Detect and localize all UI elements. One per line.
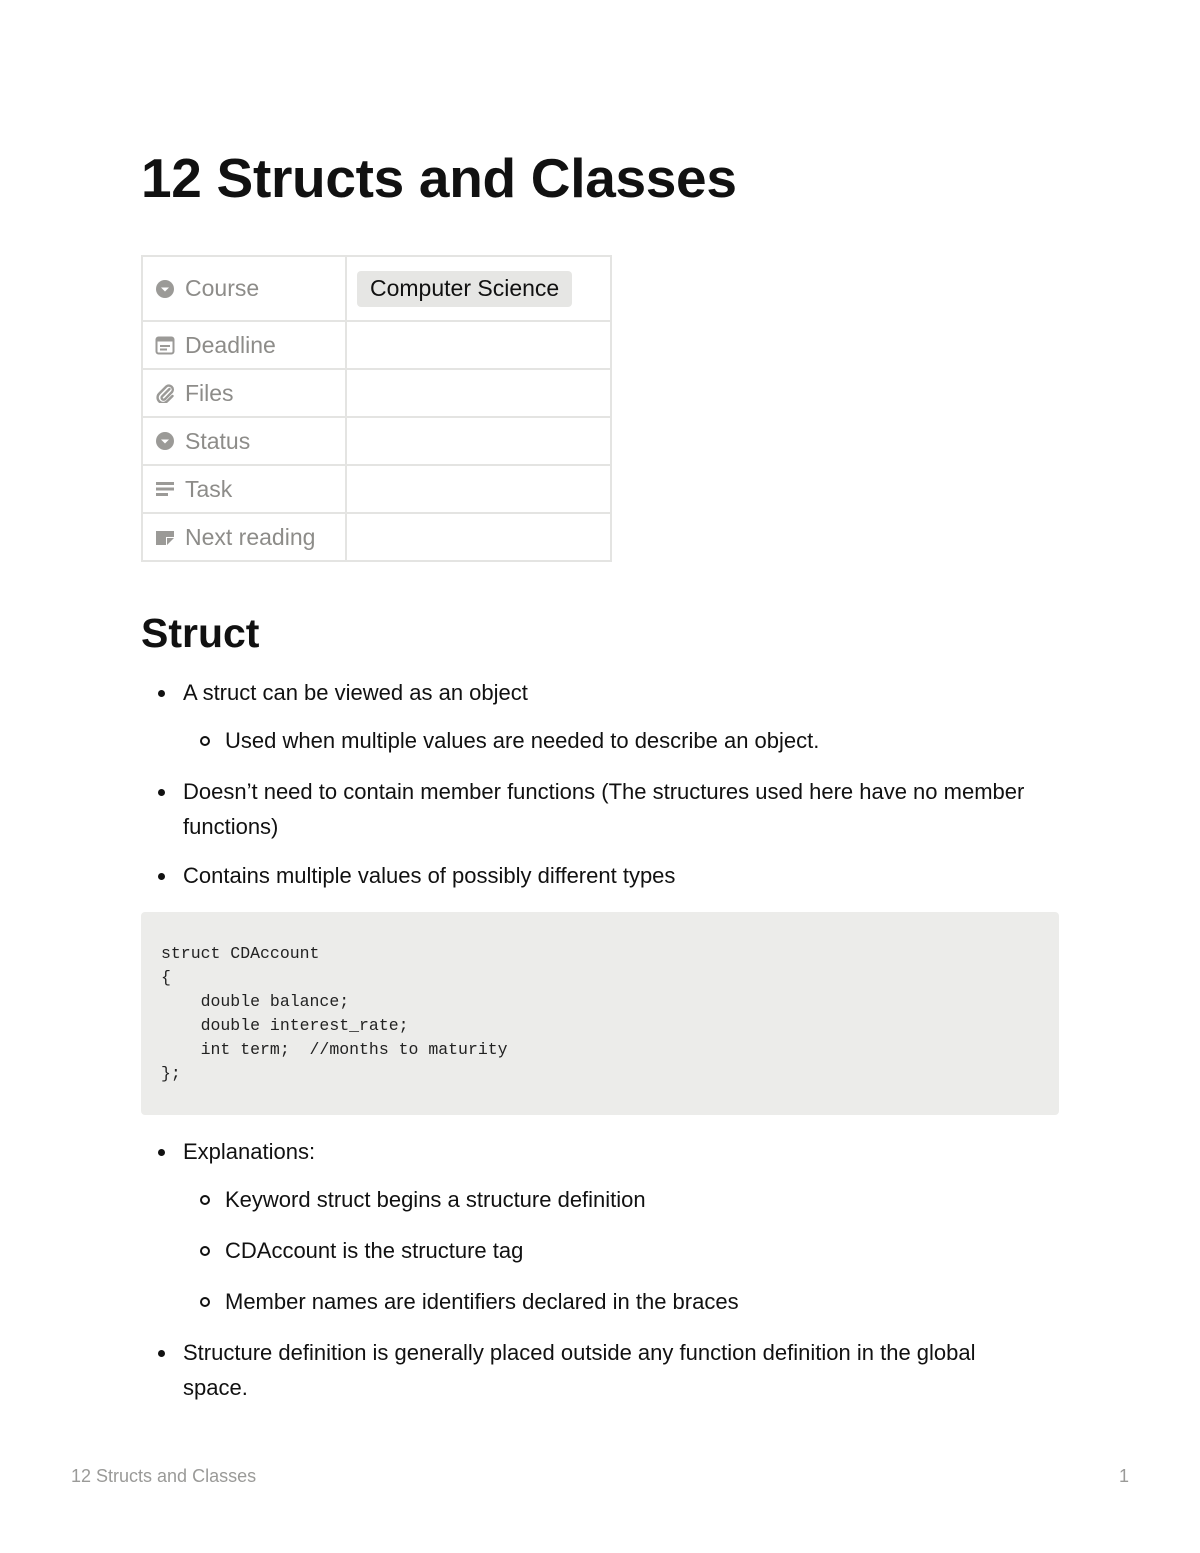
property-label: Status (185, 427, 251, 454)
list-item-text: Explanations: (183, 1139, 316, 1164)
sub-list (183, 1182, 1041, 1319)
page-number: 1 (1118, 1466, 1129, 1486)
select-icon (155, 279, 175, 299)
footer-title: 12 Structs and Classes (71, 1466, 257, 1486)
property-row-task (142, 465, 611, 513)
property-key (142, 321, 346, 369)
property-value[interactable] (346, 256, 611, 321)
property-value[interactable] (346, 369, 611, 417)
bullet-list (141, 675, 1041, 907)
sub-list-item: Member names are identifiers declared in the braces (183, 1284, 1041, 1319)
property-row-files (142, 369, 611, 417)
property-row-next-reading (142, 513, 611, 561)
calendar-icon (155, 335, 175, 355)
property-label: Files (185, 379, 234, 406)
property-row-status (142, 417, 611, 465)
page-title: 12 Structs and Classes (141, 147, 737, 209)
list-item (141, 675, 1041, 758)
property-row-deadline (142, 321, 611, 369)
property-value[interactable] (346, 465, 611, 513)
paperclip-icon (155, 383, 175, 403)
bullet-list (141, 1134, 1041, 1419)
property-key (142, 369, 346, 417)
property-value[interactable] (346, 513, 611, 561)
property-key (142, 417, 346, 465)
sub-list-item: CDAccount is the structure tag (183, 1233, 1041, 1268)
list-item (141, 858, 1041, 893)
property-label: Next reading (185, 523, 316, 550)
property-label: Course (185, 275, 260, 301)
property-key (142, 513, 346, 561)
sub-list-item: Used when multiple values are needed to describe an object. (183, 723, 1041, 758)
list-item-text: Doesn’t need to contain member functions (The structures used here have no member functions) (183, 779, 1025, 839)
property-value[interactable] (346, 417, 611, 465)
properties-table (141, 255, 612, 562)
section-heading: Struct (141, 610, 260, 656)
list-item (141, 774, 1041, 844)
text-lines-icon (155, 479, 175, 499)
code-text: struct CDAccount { double balance; double interest_rate; int term; //months to maturity }; (161, 944, 508, 1083)
property-row-course (142, 256, 611, 321)
property-label: Deadline (185, 331, 276, 358)
course-tag[interactable]: Computer Science (357, 271, 572, 307)
property-value[interactable] (346, 321, 611, 369)
relation-icon (155, 527, 175, 547)
property-key (142, 465, 346, 513)
select-icon (155, 431, 175, 451)
list-item (141, 1134, 1041, 1319)
list-item-text: A struct can be viewed as an object (183, 680, 528, 705)
code-block[interactable] (141, 912, 1059, 1115)
property-label: Task (185, 475, 233, 502)
list-item-text: Contains multiple values of possibly different types (183, 863, 676, 888)
sub-list (183, 723, 1041, 758)
property-key (142, 256, 346, 321)
list-item-text: Structure definition is generally placed outside any function definition in the global space. (183, 1340, 976, 1400)
sub-list-item: Keyword struct begins a structure definition (183, 1182, 1041, 1217)
list-item (141, 1335, 1041, 1405)
